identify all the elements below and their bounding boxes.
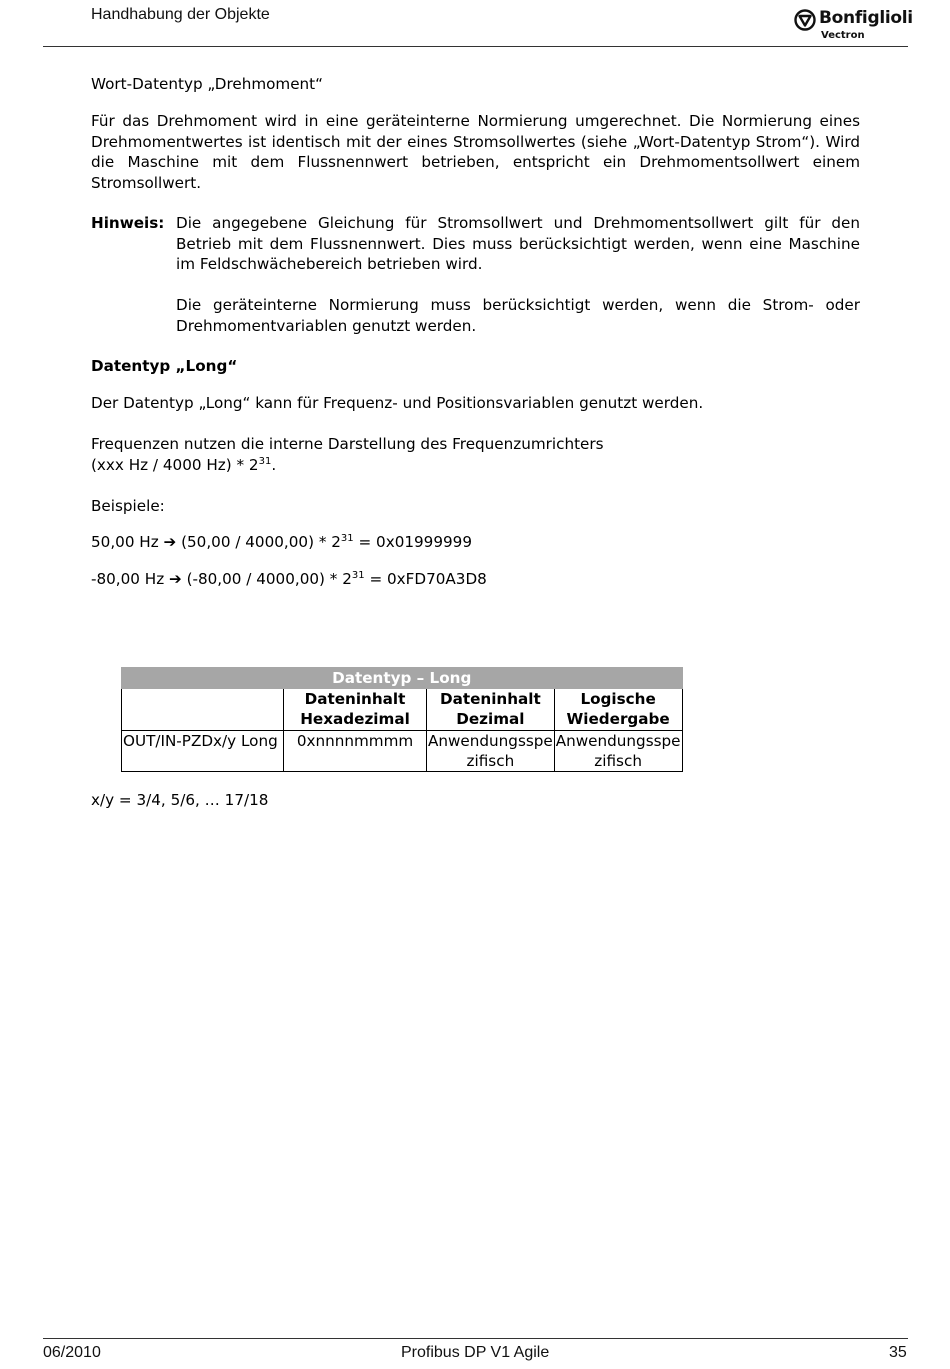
header-rule bbox=[43, 46, 908, 47]
table-header-dec-line-2: Dezimal bbox=[456, 710, 525, 728]
frequency-formula: (xxx Hz / 4000 Hz) * 2 bbox=[91, 456, 259, 474]
frequency-formula-line bbox=[91, 455, 860, 476]
table-header-hex-line-1: Dateninhalt bbox=[304, 690, 406, 708]
xy-note: x/y = 3/4, 5/6, … 17/18 bbox=[91, 791, 269, 809]
long-datatype-heading: Datentyp „Long“ bbox=[91, 357, 238, 375]
table-header-logic-line-2: Wiedergabe bbox=[566, 710, 670, 728]
hint-text-2: Die geräteinterne Normierung muss berücksichtigt werden, wenn die Strom- oder Drehmomentvariablen genutzt werden. bbox=[176, 296, 860, 335]
frequency-description-line: Frequenzen nutzen die interne Darstellung des Frequenzumrichters bbox=[91, 435, 604, 453]
table-header-logic bbox=[554, 689, 682, 731]
table-header-dec bbox=[427, 689, 555, 731]
example-2-formula: (-80,00 / 4000,00) * 2 bbox=[186, 570, 352, 588]
logo-sub-text: Vectron bbox=[821, 30, 865, 41]
table-header-dec-line-1: Dateninhalt bbox=[439, 690, 541, 708]
example-1-frequency: 50,00 Hz bbox=[91, 533, 159, 551]
table-caption-row bbox=[122, 668, 683, 689]
table-cell-dec-line-2: zifisch bbox=[466, 752, 515, 770]
example-1-formula: (50,00 / 4000,00) * 2 bbox=[181, 533, 341, 551]
footer-page-number: 35 bbox=[889, 1344, 907, 1361]
frequency-formula-exponent: 31 bbox=[258, 455, 272, 467]
footer-document-title: Profibus DP V1 Agile bbox=[401, 1344, 550, 1361]
table-cell-dec-line-1: Anwendungsspe bbox=[428, 732, 553, 750]
table-caption: Datentyp – Long bbox=[122, 668, 683, 689]
example-1-exponent: 31 bbox=[340, 532, 354, 544]
example-2-frequency: -80,00 Hz bbox=[91, 570, 165, 588]
table-cell-logic-line-2: zifisch bbox=[594, 752, 642, 770]
long-datatype-paragraph: Der Datentyp „Long“ kann für Frequenz- und Positionsvariablen genutzt werden. bbox=[91, 394, 704, 412]
arrow-right-icon: ➔ bbox=[163, 533, 177, 551]
examples-label: Beispiele: bbox=[91, 497, 165, 515]
table-cell-logic bbox=[554, 731, 682, 772]
table-cell-dec bbox=[427, 731, 555, 772]
word-datatype-paragraph: Für das Drehmoment wird in eine geräteinterne Normierung umgerechnet. Die Normierung eines Drehmomentwertes ist identisch mit der eines Stromsollwertes (siehe „Wort-Datentyp Strom“). Wird die Maschine mit dem Flussnennwert betrieben, entspricht ein Drehmomentsollwert einem Stromsollwert. bbox=[91, 112, 860, 192]
footer-date: 06/2010 bbox=[43, 1344, 101, 1361]
table-cell-logic-line-1: Anwendungsspe bbox=[555, 732, 681, 750]
brand-logo bbox=[794, 7, 913, 45]
example-2-exponent: 31 bbox=[351, 569, 365, 581]
bonfiglioli-logo-icon bbox=[794, 9, 816, 31]
table-header-logic-line-1: Logische bbox=[580, 690, 656, 708]
frequency-formula-suffix: . bbox=[271, 456, 277, 474]
example-1 bbox=[91, 532, 860, 553]
footer-rule bbox=[43, 1338, 908, 1339]
logo-brand-text: Bonfiglioli bbox=[819, 8, 913, 28]
hint-text-1: Die angegebene Gleichung für Stromsollwert und Drehmomentsollwert gilt für den Betrieb mit dem Flussnennwert. Dies muss berücksichtigt werden, wenn eine Maschine im Feldschwächebereich betrieben wird. bbox=[176, 214, 860, 273]
table-cell-name: OUT/IN-PZDx/y Long bbox=[122, 731, 284, 772]
table-row bbox=[122, 731, 683, 772]
arrow-right-icon: ➔ bbox=[169, 570, 182, 588]
table-header-hex-line-2: Hexadezimal bbox=[300, 710, 410, 728]
table-header-hex bbox=[284, 689, 427, 731]
table-header-row bbox=[122, 689, 683, 731]
table-header-empty bbox=[122, 689, 284, 731]
long-datatype-table bbox=[121, 667, 683, 772]
example-1-result: = 0x01999999 bbox=[358, 533, 472, 551]
table-cell-hex: 0xnnnnmmmm bbox=[284, 731, 427, 772]
page-header-title: Handhabung der Objekte bbox=[91, 6, 270, 23]
example-2 bbox=[91, 569, 860, 590]
word-datatype-heading: Wort-Datentyp „Drehmoment“ bbox=[91, 75, 324, 93]
hint-label: Hinweis: bbox=[91, 214, 165, 232]
example-2-result: = 0xFD70A3D8 bbox=[369, 570, 487, 588]
